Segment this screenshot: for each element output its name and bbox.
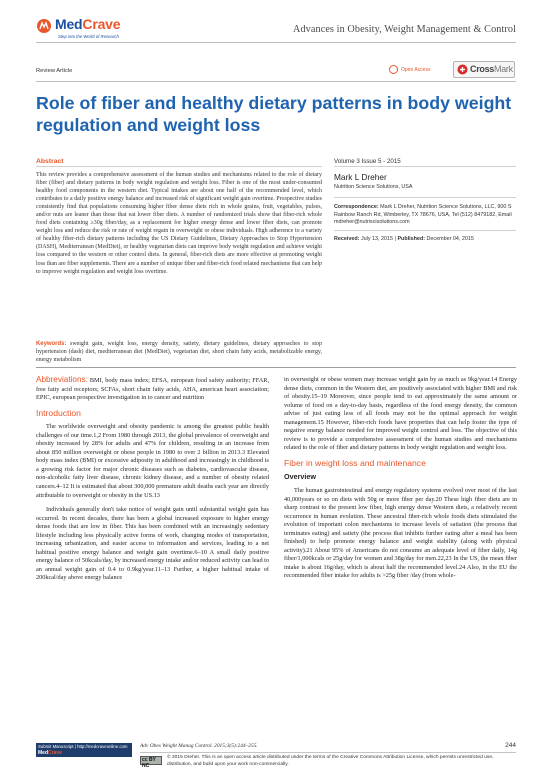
abbreviations bbox=[36, 376, 269, 403]
published-label: Published: bbox=[397, 236, 426, 242]
fiber-section-heading: Fiber in weight loss and maintenance bbox=[284, 457, 426, 468]
introduction-heading: Introduction bbox=[36, 407, 81, 418]
right-column bbox=[284, 376, 517, 587]
sidebar-divider bbox=[334, 197, 516, 198]
correspondence-label: Correspondence: bbox=[334, 204, 379, 210]
footer-divider bbox=[140, 752, 516, 753]
received-date: July 13, 2015 bbox=[360, 236, 394, 242]
header-divider bbox=[36, 42, 516, 43]
abbreviations-label: Abbreviations: bbox=[36, 375, 88, 384]
overview-heading: Overview bbox=[284, 472, 316, 482]
medcrave-logo-icon bbox=[36, 18, 52, 34]
crossmark-icon bbox=[457, 64, 468, 75]
article-dates: Received: July 13, 2015 | Published: December 04, 2015 bbox=[334, 236, 474, 242]
abbreviations-text: BMI, body mass index; EFSA, european food safety authority; FFAR, free fatty acid receptors; SCFAs, short chain fatty acids, AHA, american heart association; EPIC, european prospective investigation in to cancer and nutrition bbox=[36, 377, 270, 402]
sidebar-divider bbox=[334, 166, 516, 167]
logo-tagline: Step into the World of Research bbox=[58, 34, 119, 39]
creative-commons-badge[interactable] bbox=[140, 756, 162, 769]
keywords-text: sweight gain, weight loss, energy density, satiety, dietary guidelines, dietary approaches to stop hypertension (dash) diet, mediterranean diet (MedDiet), vegetarian diet, short chain fatty acids, metabolizable energy, energy metabolism bbox=[36, 341, 322, 364]
correspondence bbox=[334, 204, 516, 227]
cc-license-icon: cc BY NC bbox=[142, 757, 156, 769]
logo-wordmark: MedCrave bbox=[55, 16, 121, 32]
intro-paragraph-2: Individuals generally don't take notice of weight gain until substantial weight gain has occurred. In recent decades, there has been a global increased exposure to higher energy dense foods that are low in fiber. This has been combined with an increasingly sedentary lifestyle including less physically active forms of work, changing modes of transportation, increasing urbanization, and easier access to information and services, leading to a net habitual positive energy balance and weight gain overtime.6–10 A small daily positive energy balance of 50kcals/day, by increased energy intake and/or reduced activity can lead to an annual weight gain of 0.4 to 0.9kg/year.11–13 Further, a higher habitual intake of 200kcal/day above energy balance bbox=[36, 506, 269, 582]
intro-paragraph-1: The worldwide overweight and obesity pandemic is among the greatest public health challenges of our time.1,2 From 1980 through 2013, the global prevalence of overweight and obesity increased by 28% for adults and 47% for children, resulting in an increase from about 850 million overweight or obese people in 1980 to over 2 billion in 2013.3 Elevated body mass index (BMI) or excessive adiposity in adulthood and increasingly in childhood is a growing risk factor for major chronic diseases such as diabetes, cardiovascular disease, non-alcoholic fatty liver disease, chronic kidney disease, and a number of obesity related cancers.4–12 It is estimated that about 300,000 premature adult deaths each year are directly attributable to overweight or obesity in the US.13 bbox=[36, 423, 269, 499]
volume-issue: Volume 3 Issue 5 - 2015 bbox=[334, 158, 401, 165]
open-access-label: Open Access bbox=[401, 67, 431, 73]
submit-manuscript-text: Submit Manuscript | http://medcraveonline.com bbox=[38, 744, 128, 749]
footer-logo: MedCrave bbox=[38, 750, 62, 756]
title-divider bbox=[36, 81, 516, 82]
correspondence-text: Mark L Dreher, Nutrition Science Solutions, LLC, 900 S Rainbow Ranch Rd, Wimberley, TX 78676, USA, Tel (512) 8479182, Email mdreher@nutriscisolutions.com bbox=[334, 204, 512, 226]
open-access-badge[interactable] bbox=[389, 65, 449, 77]
author-name: Mark L Dreher bbox=[334, 172, 387, 182]
keywords bbox=[36, 340, 322, 364]
article-title: Role of fiber and healthy dietary patterns in body weight regulation and weight loss bbox=[36, 93, 512, 135]
received-label: Received: bbox=[334, 236, 360, 242]
abstract-heading: Abstract bbox=[36, 158, 64, 165]
abstract-text: This review provides a comprehensive assessment of the human studies and mechanisms related to the role of dietary fiber (fiber) and dietary patterns in body weight regulation and weight loss. Fiber is one of the most under-consumed healthy food components in the western diet. Typical intakes are about one half of the recommended level, which contributes to a daily positive energy balance and increased risk of significant weight gain overtime. Prospective studies consistently find that populations consuming higher fiber dense diets rich in whole grains, fruit, vegetables, pulses, and/or nuts are leaner than those that eat lower fiber diets. A number of randomized trials show that fiber-rich whole food diets containing ≥30g fiber/day, as a replacement for higher energy dense and lower fiber diets, can promote weight loss and reduce the risk or rate of weight regain in overweight or obese individuals. High adherence to a variety of healthy fiber-rich dietary patterns including the US Dietary Guidelines, Dietary Approaches to Stop Hypertension (DASH), Mediterranean (MedDiet), or healthy vegetarian diets can improve body weight regulation and achieve weight loss compared to the western or other control diets. In general, fiber-rich diets are more effective at promoting weight loss than are fiber supplements. There are a number of unique fiber and fiber-rich food related mechanisms that can help to improve weight regulation and weight loss overtime. bbox=[36, 172, 322, 275]
journal-name[interactable]: Advances in Obesity, Weight Management & Control bbox=[293, 24, 516, 35]
author-affiliation: Nutrition Science Solutions, USA bbox=[334, 184, 413, 190]
open-lock-icon bbox=[389, 65, 398, 74]
keywords-label: Keywords: bbox=[36, 341, 67, 347]
license-text: © 2015 Dreher. This is an open access article distributed under the terms of the Creative Commons Attribution License, which permits unrestricted use, distribution, and build upon your work non-commercially. bbox=[167, 755, 494, 767]
left-column bbox=[36, 376, 269, 589]
citation: Adv Obes Weight Manag Control. 2015;3(5):244–255. bbox=[140, 743, 258, 749]
article-type: Review Article bbox=[36, 68, 73, 74]
overview-paragraph: The human gastrointestinal and energy regulatory systems evolved over most of the last 40,000years or so on diets with 50g or more fiber per day.20 These high fiber diets are in sharp contrast to the present low fiber, high energy dense Western diets, a relatively recent occurrence in human evolution. These ancestral fiber-rich whole foods diets stimulated the evolution of important colon mechanisms to increase levels of satiation (the process that terminates eating) and satiety (the process that inhibits further eating after a meal has been finished) to help promote energy balance and weight stability (along with physical activity).21 About 95% of Americans do not consume an adequate level of fiber daily, 14g fiber/1,000kcals or 25g/day for women and 38g/day for men.22,23 In the US, the mean fiber intake is about 16g/day, which is about half the recommended level.24 Also, in the EU the recommended fiber intake for adults is >25g fiber /day (from whole- bbox=[284, 487, 517, 580]
crossmark-label: CrossMark bbox=[470, 64, 513, 74]
abstract-divider bbox=[36, 166, 322, 167]
crossmark-button[interactable] bbox=[453, 61, 515, 78]
submit-manuscript-link[interactable] bbox=[36, 743, 132, 757]
body-paragraph-continued: in overweight or obese women may increase weight gain by as much as 9kg/year.14 Energy dense diets, common in the Western diet, are positively associated with higher BMI and risk of obesity.15–19 Moreover, since people tend to eat approximately the same amount or volume of food on a day-to-day basis, regardless of the food energy density, the common advise of just eating less of all foods may not be the optimal approach for weight management.15 However, fiber-rich foods have properties that can help foster the type of negative energy balance needed for improved weight control and loss. The objective of this review is to provide a comprehensive assessment of the human studies and mechanisms related to the role of fiber and dietary patterns in body weight regulation and weight loss. bbox=[284, 376, 517, 452]
published-date: December 04, 2015 bbox=[426, 236, 474, 242]
publisher-logo[interactable] bbox=[36, 16, 156, 42]
sidebar-divider bbox=[334, 230, 516, 231]
page-number: 244 bbox=[505, 742, 516, 749]
body-divider bbox=[36, 367, 516, 368]
